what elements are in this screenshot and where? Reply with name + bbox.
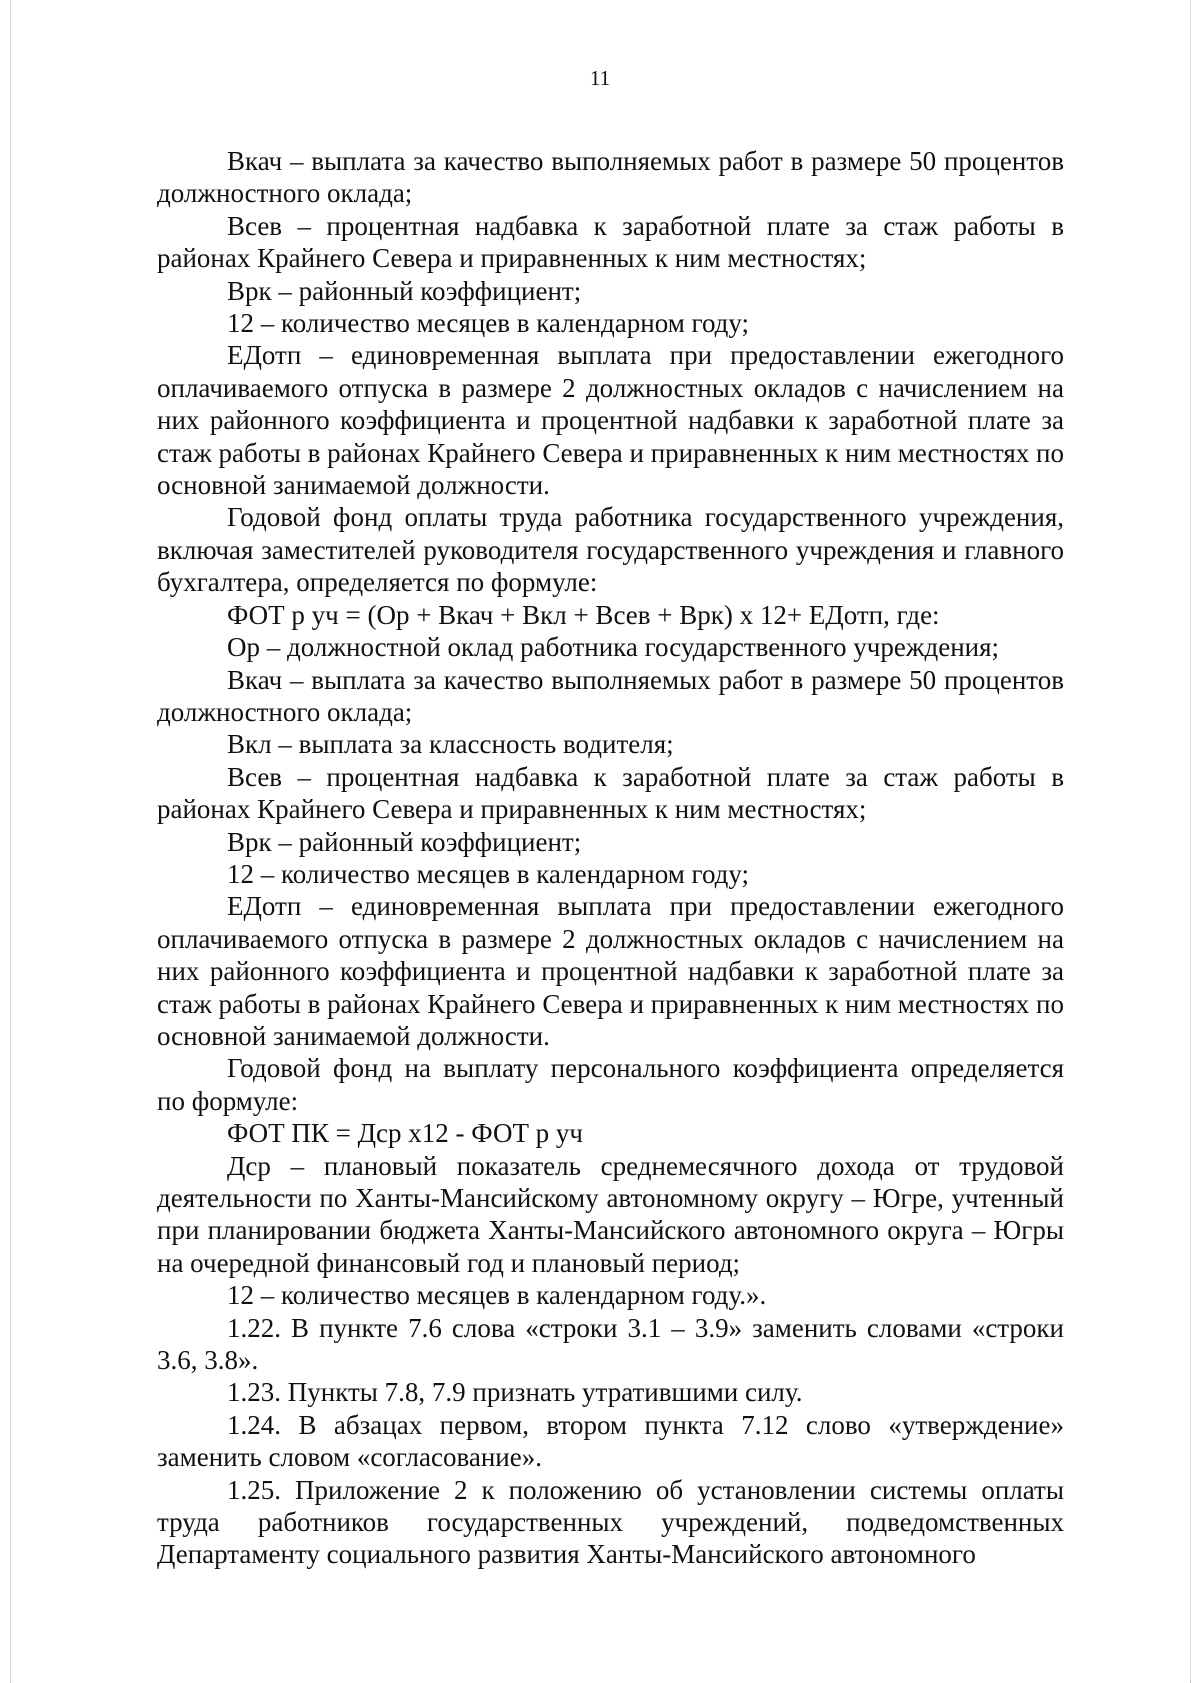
paragraph-dsr-definition: Дср – плановый показатель среднемесячного дохода от трудовой деятельности по Ханты-Мансийскому автономному округу – Югре, учтенный при планировании бюджета Ханты-Мансийского автономного округа – Югры на очередной финансовый год и плановый период; (157, 1150, 1064, 1278)
scan-edge-left (10, 0, 11, 1683)
paragraph-item-1-22: 1.22. В пункте 7.6 слова «строки 3.1 – 3.9» заменить словами «строки 3.6, 3.8». (157, 1312, 1064, 1376)
paragraph-vsev-definition-2: Всев – процентная надбавка к заработной плате за стаж работы в районах Крайнего Севера и приравненных к ним местностях; (157, 761, 1064, 825)
paragraph-item-1-24: 1.24. В абзацах первом, втором пункта 7.12 слово «утверждение» заменить словом «согласование». (157, 1409, 1064, 1473)
document-body (157, 145, 1064, 1571)
paragraph-vkl-definition: Вкл – выплата за классность водителя; (227, 729, 674, 760)
scan-edge-right (1190, 0, 1191, 1683)
paragraph-formula-fot-pk: ФОТ ПК = Дср х12 - ФОТ р уч (227, 1118, 584, 1149)
paragraph-item-1-25: 1.25. Приложение 2 к положению об установлении системы оплаты труда работников государственных учреждений, подведомственных Департаменту социального развития Ханты-Мансийского автономного (157, 1474, 1064, 1570)
paragraph-vkach-definition: Вкач – выплата за качество выполняемых работ в размере 50 процентов должностного оклада; (157, 146, 1064, 209)
paragraph-months-definition-3: 12 – количество месяцев в календарном году.». (227, 1280, 767, 1311)
paragraph-vrk-definition-2: Врк – районный коэффициент; (227, 826, 582, 857)
page-number: 11 (589, 66, 611, 90)
paragraph-vsev-definition: Всев – процентная надбавка к заработной плате за стаж работы в районах Крайнего Севера и приравненных к ним местностях; (157, 210, 1064, 274)
paragraph-months-definition: 12 – количество месяцев в календарном году; (227, 308, 750, 339)
paragraph-vrk-definition: Врк – районный коэффициент; (227, 275, 582, 306)
paragraph-personal-coefficient-intro: Годовой фонд на выплату персонального коэффициента определяется по формуле: (157, 1053, 1064, 1116)
paragraph-formula-fot-r-uch: ФОТ р уч = (Ор + Вкач + Вкл + Всев + Врк) х 12+ ЕДотп, где: (227, 599, 940, 630)
paragraph-or-definition: Ор – должностной оклад работника государственного учреждения; (227, 632, 1000, 663)
paragraph-edotp-definition: ЕДотп – единовременная выплата при предоставлении ежегодного оплачиваемого отпуска в размере 2 должностных окладов с начислением на них районного коэффициента и процентной надбавки к заработной плате за стаж работы в районах Крайнего Севера и приравненных к ним местностях по основной занимаемой должности. (157, 340, 1064, 501)
paragraph-months-definition-2: 12 – количество месяцев в календарном году; (227, 858, 750, 889)
paragraph-vkach-definition-2: Вкач – выплата за качество выполняемых работ в размере 50 процентов должностного оклада; (157, 664, 1064, 727)
paragraph-item-1-23: 1.23. Пункты 7.8, 7.9 признать утратившими силу. (227, 1377, 803, 1408)
paragraph-annual-fund-intro: Годовой фонд оплаты труда работника государственного учреждения, включая заместителей руководителя государственного учреждения и главного бухгалтера, определяется по формуле: (157, 502, 1064, 598)
paragraph-edotp-definition-2: ЕДотп – единовременная выплата при предоставлении ежегодного оплачиваемого отпуска в размере 2 должностных окладов с начислением на них районного коэффициента и процентной надбавки к заработной плате за стаж работы в районах Крайнего Севера и приравненных к ним местностях по основной занимаемой должности. (157, 891, 1064, 1051)
